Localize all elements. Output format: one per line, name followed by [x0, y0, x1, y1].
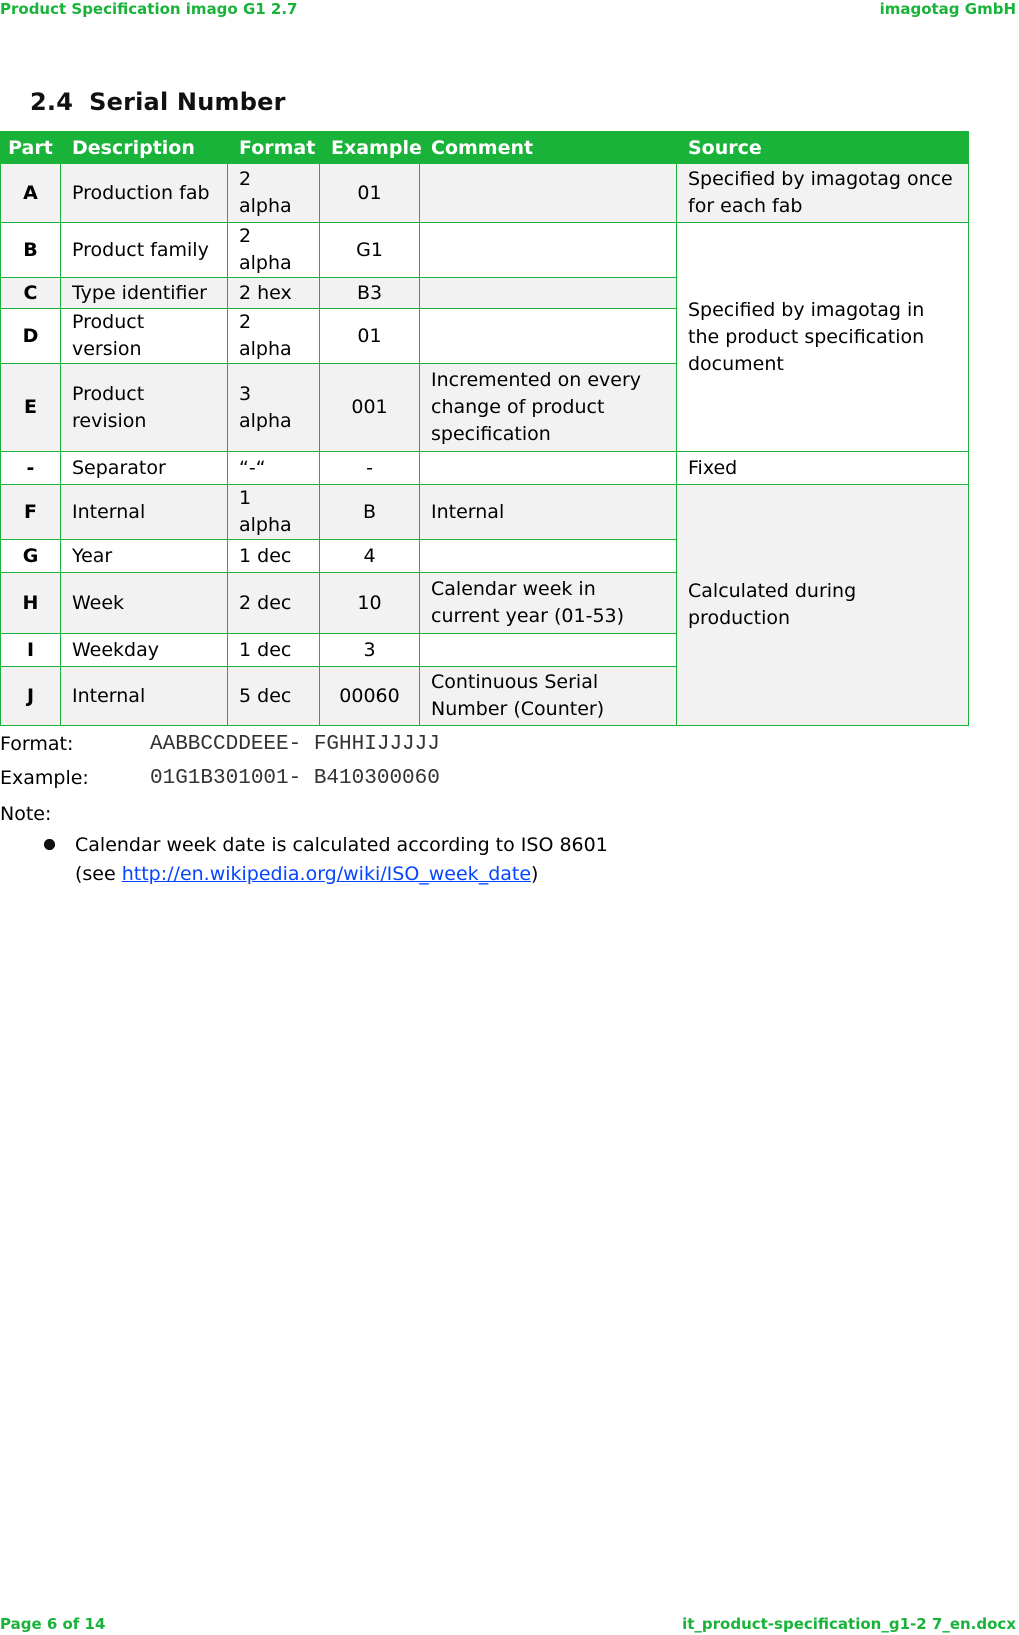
- cell-description: Product version: [61, 309, 228, 364]
- note-reference: [75, 860, 608, 889]
- table-row: [1, 485, 969, 540]
- cell-comment: [420, 634, 677, 667]
- document-header-title: Product Specification imago G1 2.7: [0, 0, 298, 18]
- cell-comment: Calendar week in current year (01-53): [420, 573, 677, 634]
- cell-comment: [420, 309, 677, 364]
- column-header-part: Part: [1, 131, 61, 164]
- cell-format: 1 alpha: [228, 485, 320, 540]
- cell-part: B: [1, 223, 61, 278]
- cell-example: -: [320, 452, 420, 485]
- cell-description: Product revision: [61, 364, 228, 452]
- column-header-source: Source: [677, 131, 969, 164]
- cell-source: Calculated during production: [677, 485, 969, 726]
- cell-description: Year: [61, 540, 228, 573]
- page-number: Page 6 of 14: [0, 1615, 106, 1633]
- cell-part: C: [1, 278, 61, 309]
- cell-format: 1 dec: [228, 540, 320, 573]
- cell-format: 2 alpha: [228, 164, 320, 223]
- column-header-example: Example: [320, 131, 420, 164]
- cell-description: Separator: [61, 452, 228, 485]
- serial-number-table: [0, 131, 969, 726]
- cell-comment: [420, 278, 677, 309]
- section-heading: [30, 88, 286, 116]
- cell-part: J: [1, 667, 61, 726]
- cell-comment: [420, 540, 677, 573]
- cell-comment: [420, 223, 677, 278]
- note-see-prefix: (see: [75, 863, 122, 885]
- cell-example: 00060: [320, 667, 420, 726]
- table-row: [1, 452, 969, 485]
- example-value: 01G1B301001- B410300060: [150, 767, 440, 790]
- cell-format: “-“: [228, 452, 320, 485]
- cell-example: 01: [320, 164, 420, 223]
- cell-part: F: [1, 485, 61, 540]
- format-label: Format:: [0, 733, 74, 755]
- cell-description: Weekday: [61, 634, 228, 667]
- cell-description: Internal: [61, 667, 228, 726]
- table-header-row: [1, 131, 969, 164]
- note-see-suffix: ): [531, 863, 539, 885]
- cell-example: 001: [320, 364, 420, 452]
- cell-comment: Continuous Serial Number (Counter): [420, 667, 677, 726]
- cell-example: B3: [320, 278, 420, 309]
- cell-part: -: [1, 452, 61, 485]
- cell-example: 4: [320, 540, 420, 573]
- section-number: 2.4: [30, 88, 74, 116]
- document-header-company: imagotag GmbH: [879, 0, 1016, 18]
- cell-example: B: [320, 485, 420, 540]
- cell-description: Internal: [61, 485, 228, 540]
- cell-part: H: [1, 573, 61, 634]
- cell-comment: [420, 452, 677, 485]
- cell-description: Production fab: [61, 164, 228, 223]
- cell-format: 2 dec: [228, 573, 320, 634]
- cell-comment: Incremented on every change of product specification: [420, 364, 677, 452]
- cell-description: Week: [61, 573, 228, 634]
- column-header-comment: Comment: [420, 131, 677, 164]
- example-label: Example:: [0, 767, 89, 789]
- cell-part: G: [1, 540, 61, 573]
- cell-example: G1: [320, 223, 420, 278]
- cell-part: D: [1, 309, 61, 364]
- cell-source: Fixed: [677, 452, 969, 485]
- cell-format: 2 hex: [228, 278, 320, 309]
- cell-part: A: [1, 164, 61, 223]
- bullet-icon: [44, 839, 55, 850]
- column-header-description: Description: [61, 131, 228, 164]
- note-list-item: [75, 831, 608, 889]
- cell-example: 01: [320, 309, 420, 364]
- cell-example: 10: [320, 573, 420, 634]
- note-label: Note:: [0, 803, 52, 825]
- cell-part: I: [1, 634, 61, 667]
- cell-part: E: [1, 364, 61, 452]
- format-value: AABBCCDDEEE- FGHHIJJJJJ: [150, 733, 440, 756]
- cell-example: 3: [320, 634, 420, 667]
- cell-comment: Internal: [420, 485, 677, 540]
- table-row: [1, 164, 969, 223]
- cell-format: 3 alpha: [228, 364, 320, 452]
- cell-source: Specified by imagotag in the product specification document: [677, 223, 969, 452]
- document-filename: it_product-specification_g1-2 7_en.docx: [682, 1615, 1016, 1633]
- cell-description: Type identifier: [61, 278, 228, 309]
- column-header-format: Format: [228, 131, 320, 164]
- cell-source: Specified by imagotag once for each fab: [677, 164, 969, 223]
- cell-format: 2 alpha: [228, 223, 320, 278]
- section-title: Serial Number: [89, 88, 286, 116]
- cell-format: 5 dec: [228, 667, 320, 726]
- iso-week-date-link[interactable]: http://en.wikipedia.org/wiki/ISO_week_date: [121, 863, 532, 885]
- cell-format: 1 dec: [228, 634, 320, 667]
- cell-comment: [420, 164, 677, 223]
- cell-description: Product family: [61, 223, 228, 278]
- cell-format: 2 alpha: [228, 309, 320, 364]
- note-text: Calendar week date is calculated according to ISO 8601: [75, 834, 608, 856]
- table-row: [1, 223, 969, 278]
